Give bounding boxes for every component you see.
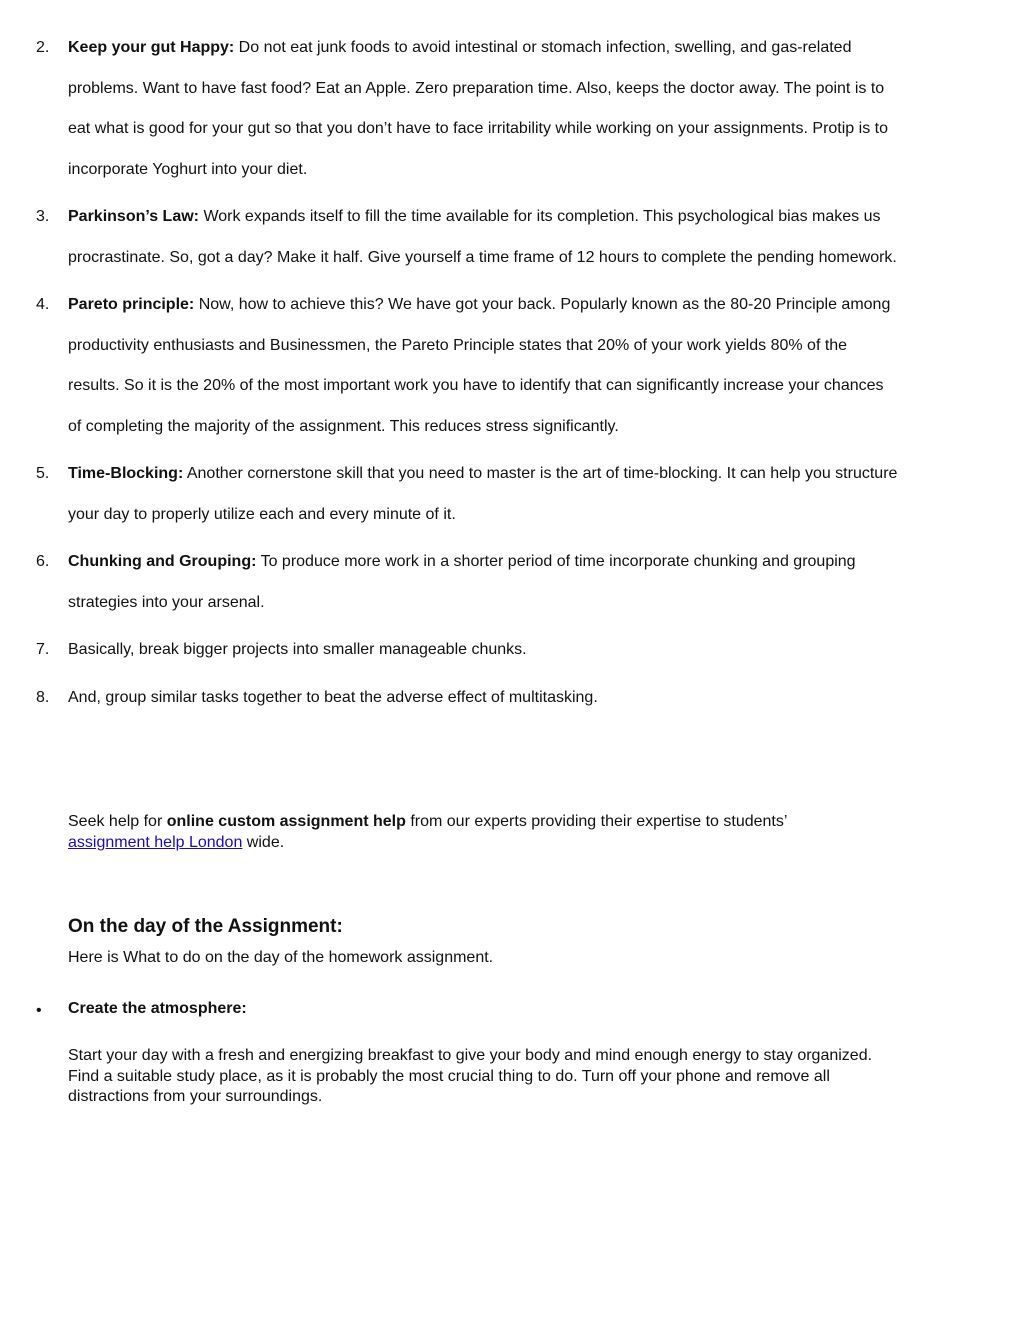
item-number: 2. — [36, 39, 50, 56]
seek-middle: from our experts providing their expertise to students’ — [405, 813, 787, 830]
list-item — [0, 28, 898, 190]
item-title: Chunking and Grouping: — [68, 553, 257, 570]
list-item — [0, 630, 898, 671]
bullet-marker: • — [36, 1002, 42, 1019]
item-text: Another cornerstone skill that you need to master is the art of time-blocking. It can help you structure your day to properly utilize each and every minute of it. — [68, 465, 898, 523]
item-number: 8. — [36, 688, 50, 706]
seek-prefix: Seek help for — [68, 813, 167, 830]
item-title: Parkinson’s Law: — [68, 208, 199, 225]
item-title: Time-Blocking: — [68, 465, 184, 482]
item-title: Pareto principle: — [68, 296, 195, 313]
list-item — [0, 285, 898, 447]
item-text: Work expands itself to fill the time available for its completion. This psychological bias makes us procrastinate. So, got a day? Make it half. Give yourself a time frame of 12 hours to complete the pending homework. — [68, 208, 897, 266]
seek-help-paragraph — [68, 812, 828, 853]
item-number: 5. — [36, 465, 50, 482]
item-text: To produce more work in a shorter period of time incorporate chunking and grouping strategies into your arsenal. — [68, 553, 856, 611]
seek-suffix: wide. — [242, 833, 285, 851]
item-number: 7. — [36, 641, 50, 658]
tips-list — [0, 28, 1024, 725]
list-item — [0, 454, 898, 535]
item-number: 6. — [36, 553, 50, 570]
seek-bold: online custom assignment help — [166, 813, 406, 830]
list-item — [0, 197, 898, 278]
item-title: Keep your gut Happy: — [68, 39, 235, 56]
section-intro: Here is What to do on the day of the homework assignment. — [68, 949, 494, 966]
assignment-help-london-link[interactable]: assignment help London — [68, 833, 243, 851]
section-heading: On the day of the Assignment: — [68, 916, 343, 937]
list-item — [0, 678, 898, 719]
item-text: Now, how to achieve this? We have got your back. Popularly known as the 80-20 Principle among productivity enthusiasts and Businessmen, the Pareto Principle states that 20% of your work yields 80% of the results. So it is the 20% of the most important work you have to identify that can significantly increase your chances of completing the majority of the assignment. This reduces stress significantly. — [68, 296, 891, 435]
item-text: Do not eat junk foods to avoid intestinal or stomach infection, swelling, and gas-related problems. Want to have fast food? Eat an Apple. Zero preparation time. Also, keeps the doctor away. The point is to eat what is good for your gut so that you don’t have to face irritability while working on your assignments. Protip is to incorporate Yoghurt into your diet. — [68, 39, 888, 178]
list-item — [0, 542, 898, 623]
item-text: Basically, break bigger projects into smaller manageable chunks. — [68, 641, 527, 658]
bullet-title: Create the atmosphere: — [68, 1000, 247, 1017]
item-number: 3. — [36, 208, 50, 225]
item-number: 4. — [36, 296, 50, 313]
atmosphere-paragraph: Start your day with a fresh and energizing breakfast to give your body and mind enough energy to stay organized. Find a suitable study place, as it is probably the most crucial thing to do. Turn off your phone and remove all distractions from your surroundings. — [68, 1047, 873, 1105]
item-text: And, group similar tasks together to beat the adverse effect of multitasking. — [68, 688, 598, 706]
